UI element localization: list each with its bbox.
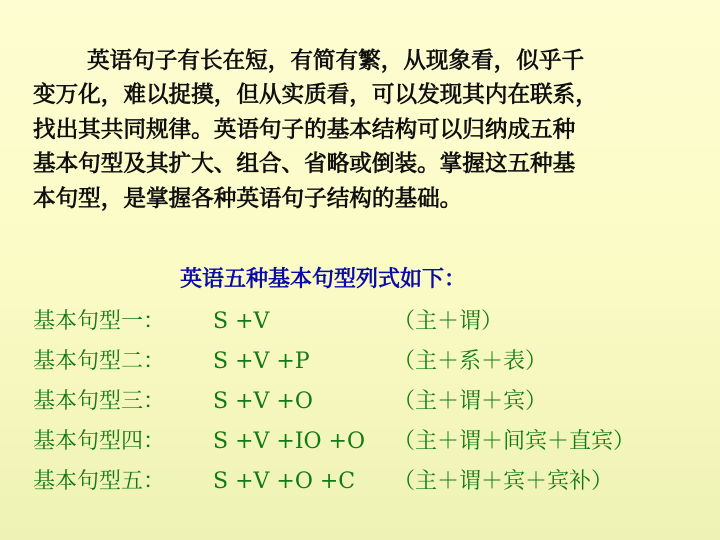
pattern-row <box>33 464 613 494</box>
pattern-formula: S +V <box>213 309 270 334</box>
pattern-formula: S +V +O <box>213 389 313 414</box>
intro-line: 基本句型及其扩大、组合、省略或倒装。掌握这五种基 <box>33 151 576 178</box>
pattern-row <box>33 304 503 334</box>
intro-line: 英语句子有长在短，有简有繁，从现象看，似乎千 <box>87 48 585 74</box>
pattern-meaning: （主＋谓＋间宾＋直宾） <box>393 429 636 454</box>
pattern-name: 基本句型一： <box>33 309 166 334</box>
pattern-name: 基本句型四： <box>33 429 166 454</box>
intro-line: 找出其共同规律。英语句子的基本结构可以归纳成五种 <box>33 116 576 143</box>
pattern-row <box>33 384 547 414</box>
intro-paragraph <box>33 44 720 216</box>
pattern-name: 基本句型三： <box>33 389 166 414</box>
intro-line: 本句型，是掌握各种英语句子结构的基础。 <box>33 185 463 212</box>
pattern-meaning: （主＋谓＋宾＋宾补） <box>393 469 614 494</box>
pattern-row <box>33 344 547 374</box>
pattern-row <box>33 424 635 454</box>
pattern-meaning: （主＋系＋表） <box>393 349 548 374</box>
pattern-name: 基本句型二： <box>33 349 166 374</box>
pattern-formula: S +V +O +C <box>213 469 356 494</box>
intro-line: 变万化，难以捉摸，但从实质看，可以发现其内在联系， <box>33 82 598 109</box>
pattern-name: 基本句型五： <box>33 469 166 494</box>
pattern-meaning: （主＋谓＋宾） <box>393 389 548 414</box>
pattern-formula: S +V +IO +O <box>213 429 366 454</box>
patterns-heading: 英语五种基本句型列式如下： <box>180 267 467 292</box>
pattern-formula: S +V +P <box>213 349 310 374</box>
pattern-meaning: （主＋谓） <box>393 309 504 334</box>
